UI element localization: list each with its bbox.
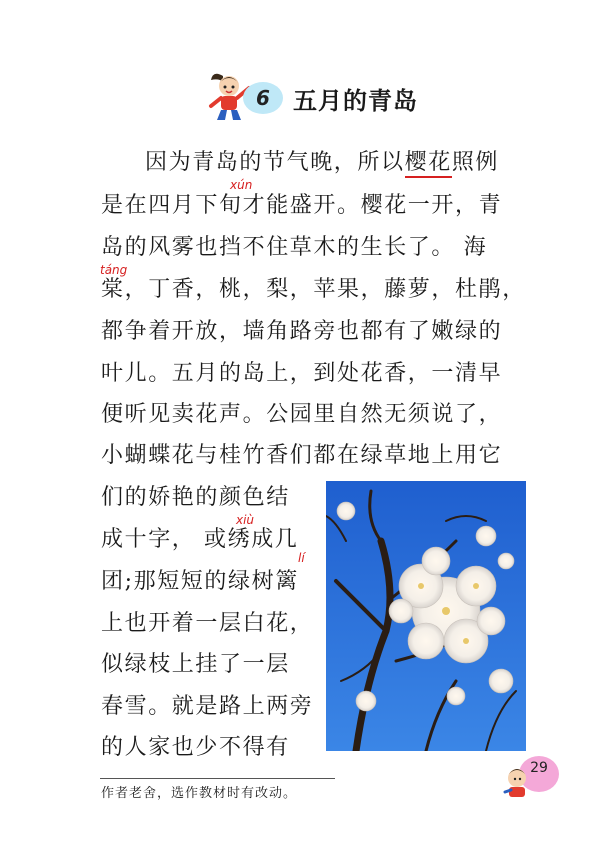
text-line-15: 的人家也少不得有 — [101, 735, 290, 760]
text-line-13: 似绿枝上挂了一层 — [101, 652, 290, 677]
footer-note: 作者老舍，选作教材时有改动。 — [101, 786, 298, 801]
cherry-blossom-photo — [326, 481, 526, 751]
text-line-12: 上也开着一层白花， — [101, 611, 314, 636]
lesson-title: 五月的青岛 — [293, 87, 418, 115]
text-line-5: 都争着开放，墙角路旁也都有了嫩绿的 — [101, 319, 503, 344]
text-line-8: 小蝴蝶花与桂竹香们都在绿草地上用它 — [101, 443, 503, 468]
text-line-9: 们的娇艳的颜色结 — [101, 485, 290, 510]
text-line-14: 春雪。就是路上两旁 — [101, 694, 314, 719]
page-number: 29 — [530, 760, 548, 776]
lesson-number-badge: 6 — [243, 82, 283, 114]
lesson-header — [205, 70, 465, 122]
pinyin-li: lí — [298, 551, 305, 565]
text-line-3: 岛的风雾也挡不住草木的生长了。 海 — [101, 235, 488, 260]
text-line-4: 棠，丁香，桃，梨，苹果，藤萝，杜鹃， — [101, 277, 526, 302]
text-line-2: 是在四月下旬才能盛开。樱花一开，青 — [101, 193, 503, 218]
text-line-1-pre: 因为青岛的节气晚，所以 — [145, 150, 405, 175]
text-line-10: 成十字， 或绣成几 — [101, 527, 299, 552]
underlined-word-yinghua: 樱花 — [404, 150, 452, 175]
text-line-1-post: 照例 — [451, 150, 500, 175]
pinyin-tang: táng — [100, 263, 128, 277]
text-line-6: 叶儿。五月的岛上，到处花香，一清早 — [101, 361, 503, 386]
text-line-11: 团;那短短的绿树篱 — [101, 569, 299, 594]
pinyin-xun: xún — [230, 178, 253, 192]
text-line-7: 便听见卖花声。公园里自然无须说了， — [101, 402, 503, 427]
pinyin-xiu: xiù — [236, 513, 255, 527]
footer-rule — [100, 778, 335, 779]
text-line-1 — [145, 148, 499, 178]
